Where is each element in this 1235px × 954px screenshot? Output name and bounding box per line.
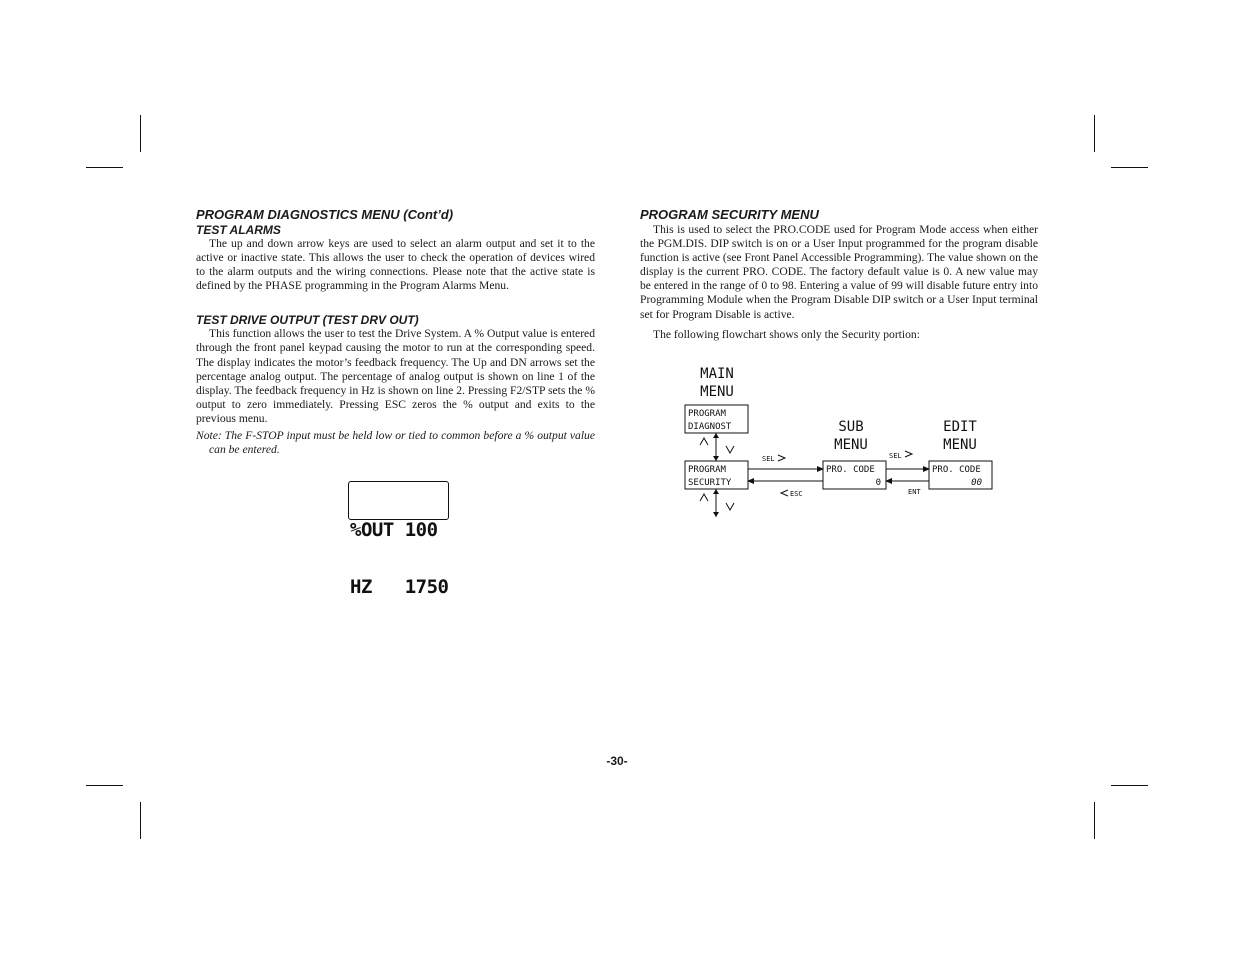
esc-label: ESC [790, 490, 803, 498]
page-number: -30- [606, 754, 628, 768]
sel-chevron-icon [905, 451, 912, 457]
lcd-line-2: HZ 1750 [350, 576, 449, 598]
subheading-test-alarms: TEST ALARMS [196, 223, 281, 237]
arrow-up-head [713, 433, 719, 438]
crop-mark [1111, 785, 1148, 786]
arrow-down-head [713, 456, 719, 461]
box-diagnost-line1: PROGRAM [688, 409, 726, 419]
lcd-display [348, 481, 449, 598]
crop-mark [1111, 167, 1148, 168]
arrow-down-head [713, 512, 719, 517]
box-security-line1: PROGRAM [688, 465, 726, 475]
box-edit-line2: 00 [971, 478, 982, 488]
up-chevron-icon [700, 494, 708, 501]
box-sub-line2: 0 [875, 478, 881, 488]
sub-menu-label-2: MENU [834, 437, 868, 453]
crop-mark [1094, 802, 1095, 839]
crop-mark [1094, 115, 1095, 152]
security-flowchart [680, 360, 1000, 520]
edit-menu-label-1: EDIT [943, 419, 977, 435]
crop-mark [86, 785, 123, 786]
test-drive-paragraph: This function allows the user to test the Drive System. A % Output value is entered through the front panel keypad causing the motor to run at the corresponding speed. The display indicates the motor’s feedback frequency. The Up and DN arrows set the percentage analog output. The percentage of analog output is shown on line 1 of the display. The feedback frequency in Hz is shown on line 2. Pressing F2/STP sets the % output to zero immediately. Pressing ESC zeros the % output and exits to the previous menu. [196, 327, 595, 425]
security-paragraph: This is used to select the PRO.CODE used for Program Mode access when either the PGM.DIS. DIP switch is on or a User Input programmed for the program disable function is active (see Front Panel Accessible Programming). The value shown on the display is the current PRO. CODE. The factory default value is 0. A new value may be entered in the range of 0 to 98. Entering a value of 99 will disable future entry into Programming Module when the Program Disable DIP switch or a User Input terminal set for Program Disable is active. [640, 223, 1038, 321]
crop-mark [140, 802, 141, 839]
subheading-test-drive-output: TEST DRIVE OUTPUT (TEST DRV OUT) [196, 313, 419, 328]
sub-menu-label-1: SUB [838, 419, 864, 435]
section-heading-diagnostics: PROGRAM DIAGNOSTICS MENU (Cont’d) [196, 207, 454, 222]
ent-label: ENT [908, 488, 921, 496]
box-security-line2: SECURITY [688, 478, 732, 488]
up-chevron-icon [700, 438, 708, 445]
main-menu-label-2: MENU [700, 384, 734, 400]
sel-label-2: SEL [889, 452, 902, 460]
edit-menu-label-2: MENU [943, 437, 977, 453]
right-column [640, 207, 1038, 342]
box-diagnost-line2: DIAGNOST [688, 422, 732, 432]
section-heading-security: PROGRAM SECURITY MENU [640, 207, 819, 222]
esc-chevron-icon [781, 490, 788, 496]
sel-chevron-icon [778, 455, 785, 461]
down-chevron-icon [726, 503, 734, 510]
left-column [196, 207, 595, 457]
crop-mark [140, 115, 141, 152]
flowchart-intro: The following flowchart shows only the Security portion: [653, 327, 920, 341]
f-stop-note: Note: The F-STOP input must be held low or tied to common before a % output value can be entered. [196, 429, 595, 457]
sel-label-1: SEL [762, 455, 775, 463]
arrow-up-head [713, 489, 719, 494]
down-chevron-icon [726, 446, 734, 453]
box-sub-line1: PRO. CODE [826, 465, 875, 475]
test-alarms-paragraph: The up and down arrow keys are used to select an alarm output and set it to the active or inactive state. This allows the user to check the operation of devices wired to the alarm outputs and the wiring connections. Please note that the active state is defined by the PHASE programming in the Program Alarms Menu. [196, 237, 595, 293]
lcd-line-1: %OUT 100 [350, 519, 438, 541]
box-edit-line1: PRO. CODE [932, 465, 981, 475]
crop-mark [86, 167, 123, 168]
main-menu-label-1: MAIN [700, 366, 734, 382]
